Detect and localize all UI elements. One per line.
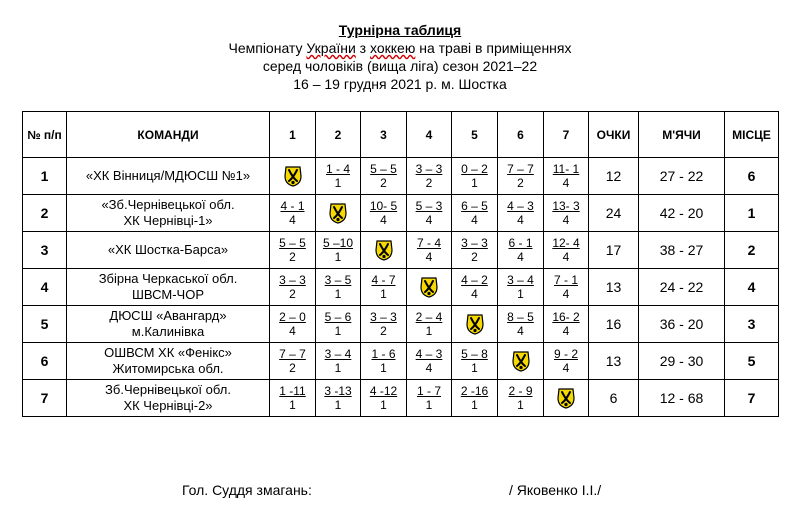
total-points: 6 (589, 380, 639, 417)
match-score: 0 – 2 (461, 162, 488, 176)
row-number: 1 (23, 158, 67, 195)
goal-difference: 36 - 20 (639, 306, 725, 343)
match-score: 9 - 2 (553, 347, 578, 361)
match-result-cell (270, 195, 316, 232)
total-points: 17 (589, 232, 639, 269)
match-score: 8 – 5 (507, 310, 534, 324)
total-points: 12 (589, 158, 639, 195)
match-points: 4 (425, 250, 433, 264)
subtitle-text-b: України (306, 40, 356, 56)
final-place: 2 (725, 232, 779, 269)
team-name (67, 343, 270, 380)
subtitle-text-e: на траві в приміщеннях (415, 40, 572, 56)
match-points: 1 (517, 287, 524, 301)
final-place: 4 (725, 269, 779, 306)
match-score: 3 – 4 (507, 273, 534, 287)
match-points: 4 (562, 324, 570, 338)
match-result-cell (498, 306, 544, 343)
match-points: 1 (334, 250, 342, 264)
match-score: 7 – 7 (279, 347, 306, 361)
table-row (23, 269, 779, 306)
match-result-cell (498, 380, 544, 417)
match-score: 5 – 5 (279, 236, 306, 250)
match-result-cell (270, 269, 316, 306)
match-score: 10- 5 (369, 199, 398, 213)
match-score: 5 – 3 (415, 199, 443, 213)
goal-difference: 27 - 22 (639, 158, 725, 195)
goal-difference: 12 - 68 (639, 380, 725, 417)
match-result-cell (361, 306, 407, 343)
col-game-header: 3 (361, 112, 407, 158)
match-result-cell (316, 232, 361, 269)
match-points: 2 (289, 287, 296, 301)
total-points: 13 (589, 269, 639, 306)
subtitle-text-d: хоккею (370, 40, 416, 56)
hockey-shield-icon (510, 350, 532, 372)
match-points: 1 (334, 398, 342, 412)
col-game-header: 6 (498, 112, 544, 158)
table-body (23, 158, 779, 417)
row-number: 7 (23, 380, 67, 417)
final-place: 5 (725, 343, 779, 380)
match-points: 4 (289, 213, 296, 227)
match-result-cell (361, 195, 407, 232)
col-points-header: ОЧКИ (589, 112, 639, 158)
match-score: 5 –10 (322, 236, 354, 250)
match-points: 2 (380, 176, 387, 190)
total-points: 16 (589, 306, 639, 343)
match-points: 1 (334, 324, 342, 338)
match-points: 2 (289, 361, 296, 375)
self-match-cell (270, 158, 316, 195)
match-score: 3 – 3 (461, 236, 488, 250)
match-result-cell (544, 232, 589, 269)
match-points: 4 (289, 324, 296, 338)
match-score: 7 - 1 (553, 273, 578, 287)
col-num-header: № п/п (23, 112, 67, 158)
team-name-line: ХК Чернівці-1» (123, 213, 213, 228)
match-points: 1 (471, 176, 478, 190)
team-name-line: Житомирська обл. (112, 361, 224, 376)
match-result-cell (407, 195, 452, 232)
match-points: 1 (425, 398, 433, 412)
match-score: 2 – 4 (415, 310, 443, 324)
match-points: 4 (562, 176, 570, 190)
match-score: 4 - 7 (371, 273, 396, 287)
match-points: 1 (289, 398, 296, 412)
match-result-cell (544, 343, 589, 380)
match-result-cell (544, 306, 589, 343)
match-points: 1 (471, 361, 478, 375)
subtitle-text-a: Чемпіонату (228, 40, 307, 56)
match-score: 13- 3 (552, 199, 580, 213)
hockey-shield-icon (282, 165, 304, 187)
table-row (23, 158, 779, 195)
match-result-cell (316, 269, 361, 306)
match-points: 2 (289, 250, 296, 264)
team-name-line: ОШВСМ ХК «Фенікс» (104, 345, 232, 360)
match-score: 3 – 3 (279, 273, 306, 287)
match-score: 1 - 6 (371, 347, 396, 361)
match-points: 4 (517, 250, 524, 264)
match-result-cell (316, 306, 361, 343)
match-result-cell (544, 269, 589, 306)
goal-difference: 29 - 30 (639, 343, 725, 380)
match-result-cell (544, 158, 589, 195)
match-score: 3 – 5 (324, 273, 352, 287)
team-name (67, 158, 270, 195)
match-score: 4 – 3 (507, 199, 534, 213)
col-game-header: 7 (544, 112, 589, 158)
match-score: 2 -16 (460, 384, 489, 398)
row-number: 5 (23, 306, 67, 343)
match-score: 3 – 3 (415, 162, 443, 176)
final-place: 6 (725, 158, 779, 195)
total-points: 24 (589, 195, 639, 232)
subtitle-text-c: з (355, 40, 370, 56)
self-match-cell (498, 343, 544, 380)
match-result-cell (361, 380, 407, 417)
team-name (67, 306, 270, 343)
subtitle-line-2: серед чоловіків (вища ліга) сезон 2021–22 (262, 58, 538, 74)
match-score: 4 - 1 (280, 199, 305, 213)
match-score: 1 - 7 (416, 384, 441, 398)
match-points: 4 (562, 213, 570, 227)
match-score: 6 - 1 (508, 236, 533, 250)
table-row (23, 306, 779, 343)
match-score: 5 – 6 (324, 310, 352, 324)
match-points: 1 (380, 398, 387, 412)
match-result-cell (361, 343, 407, 380)
match-result-cell (270, 343, 316, 380)
hockey-shield-icon (327, 202, 349, 224)
match-points: 4 (471, 213, 478, 227)
hockey-shield-icon (418, 276, 440, 298)
match-points: 2 (380, 324, 387, 338)
team-name (67, 195, 270, 232)
team-name (67, 232, 270, 269)
match-result-cell (452, 269, 498, 306)
team-name-line: ШВСМ-ЧОР (131, 287, 204, 302)
match-score: 4 – 3 (415, 347, 443, 361)
match-result-cell (544, 195, 589, 232)
match-points: 4 (562, 250, 570, 264)
match-score: 7 – 7 (507, 162, 534, 176)
subtitle-line-1 (0, 39, 800, 57)
judge-name: / Яковенко І.І./ (509, 482, 602, 498)
match-result-cell (361, 158, 407, 195)
table-row (23, 343, 779, 380)
match-result-cell (316, 343, 361, 380)
self-match-cell (316, 195, 361, 232)
match-score: 6 – 5 (461, 199, 488, 213)
team-name-line: м.Калинівка (131, 324, 205, 339)
team-name-line: ДЮСШ «Авангард» (109, 308, 227, 323)
hockey-shield-icon (373, 239, 395, 261)
team-name-line: «ХК Вінниця/МДЮСШ №1» (85, 168, 251, 183)
col-game-header: 1 (270, 112, 316, 158)
hockey-shield-icon (555, 387, 577, 409)
row-number: 2 (23, 195, 67, 232)
col-game-header: 5 (452, 112, 498, 158)
match-points: 2 (471, 250, 478, 264)
page-title: Турнірна таблиця (338, 22, 462, 38)
match-score: 5 – 8 (461, 347, 488, 361)
match-result-cell (407, 158, 452, 195)
match-points: 1 (425, 324, 433, 338)
match-result-cell (498, 195, 544, 232)
goal-difference: 24 - 22 (639, 269, 725, 306)
col-team-header: КОМАНДИ (67, 112, 270, 158)
final-place: 3 (725, 306, 779, 343)
self-match-cell (407, 269, 452, 306)
match-points: 1 (380, 361, 387, 375)
team-name (67, 269, 270, 306)
match-result-cell (407, 343, 452, 380)
match-result-cell (452, 343, 498, 380)
col-game-header: 4 (407, 112, 452, 158)
col-place-header: МІСЦЕ (725, 112, 779, 158)
goal-difference: 38 - 27 (639, 232, 725, 269)
match-result-cell (498, 158, 544, 195)
match-points: 1 (334, 287, 342, 301)
hockey-shield-icon (464, 313, 486, 335)
team-name-line: ХК Чернівці-2» (123, 398, 213, 413)
self-match-cell (452, 306, 498, 343)
match-result-cell (361, 269, 407, 306)
standings-table (22, 111, 779, 417)
match-points: 4 (562, 287, 570, 301)
match-points: 4 (471, 287, 478, 301)
match-score: 4 – 2 (461, 273, 488, 287)
match-points: 1 (334, 361, 342, 375)
match-points: 2 (425, 176, 433, 190)
goal-difference: 42 - 20 (639, 195, 725, 232)
match-score: 3 – 3 (370, 310, 397, 324)
match-score: 4 -12 (369, 384, 398, 398)
team-name (67, 380, 270, 417)
match-result-cell (316, 158, 361, 195)
match-result-cell (452, 380, 498, 417)
match-score: 1 -11 (279, 384, 306, 398)
match-result-cell (498, 232, 544, 269)
header-row (23, 112, 779, 158)
match-score: 16- 2 (552, 310, 580, 324)
match-result-cell (407, 232, 452, 269)
match-points: 4 (517, 324, 524, 338)
match-points: 1 (517, 398, 524, 412)
match-score: 2 – 0 (279, 310, 306, 324)
match-points: 4 (562, 361, 570, 375)
match-points: 1 (471, 398, 478, 412)
match-points: 4 (517, 213, 524, 227)
self-match-cell (361, 232, 407, 269)
match-result-cell (452, 158, 498, 195)
table-row (23, 232, 779, 269)
team-name-line: «Зб.Чернівецької обл. (101, 197, 235, 212)
team-name-line: «ХК Шостка-Барса» (107, 242, 229, 257)
match-score: 3 – 4 (324, 347, 352, 361)
col-goals-header: М'ЯЧИ (639, 112, 725, 158)
total-points: 13 (589, 343, 639, 380)
match-result-cell (270, 232, 316, 269)
team-name-line: Збірна Черкаської обл. (98, 271, 238, 286)
judge-label: Гол. Суддя змагань: (182, 482, 312, 498)
subtitle-line-3: 16 – 19 грудня 2021 р. м. Шостка (293, 76, 507, 92)
row-number: 3 (23, 232, 67, 269)
match-points: 1 (334, 176, 342, 190)
match-result-cell (270, 306, 316, 343)
match-score: 1 - 4 (325, 162, 350, 176)
final-place: 7 (725, 380, 779, 417)
table-row (23, 195, 779, 232)
table-row (23, 380, 779, 417)
match-score: 5 – 5 (370, 162, 397, 176)
col-game-header: 2 (316, 112, 361, 158)
match-result-cell (270, 380, 316, 417)
match-points: 4 (425, 361, 433, 375)
match-score: 7 - 4 (416, 236, 441, 250)
match-result-cell (407, 306, 452, 343)
match-points: 4 (380, 213, 387, 227)
match-score: 12- 4 (552, 236, 580, 250)
match-points: 4 (425, 213, 433, 227)
match-result-cell (407, 380, 452, 417)
match-result-cell (316, 380, 361, 417)
match-result-cell (452, 232, 498, 269)
team-name-line: Зб.Чернівецької обл. (105, 382, 231, 397)
match-result-cell (452, 195, 498, 232)
match-result-cell (498, 269, 544, 306)
final-place: 1 (725, 195, 779, 232)
match-score: 2 - 9 (508, 384, 533, 398)
row-number: 6 (23, 343, 67, 380)
match-score: 3 -13 (324, 384, 352, 398)
match-score: 11- 1 (552, 162, 580, 176)
row-number: 4 (23, 269, 67, 306)
match-points: 2 (517, 176, 524, 190)
self-match-cell (544, 380, 589, 417)
match-points: 1 (380, 287, 387, 301)
